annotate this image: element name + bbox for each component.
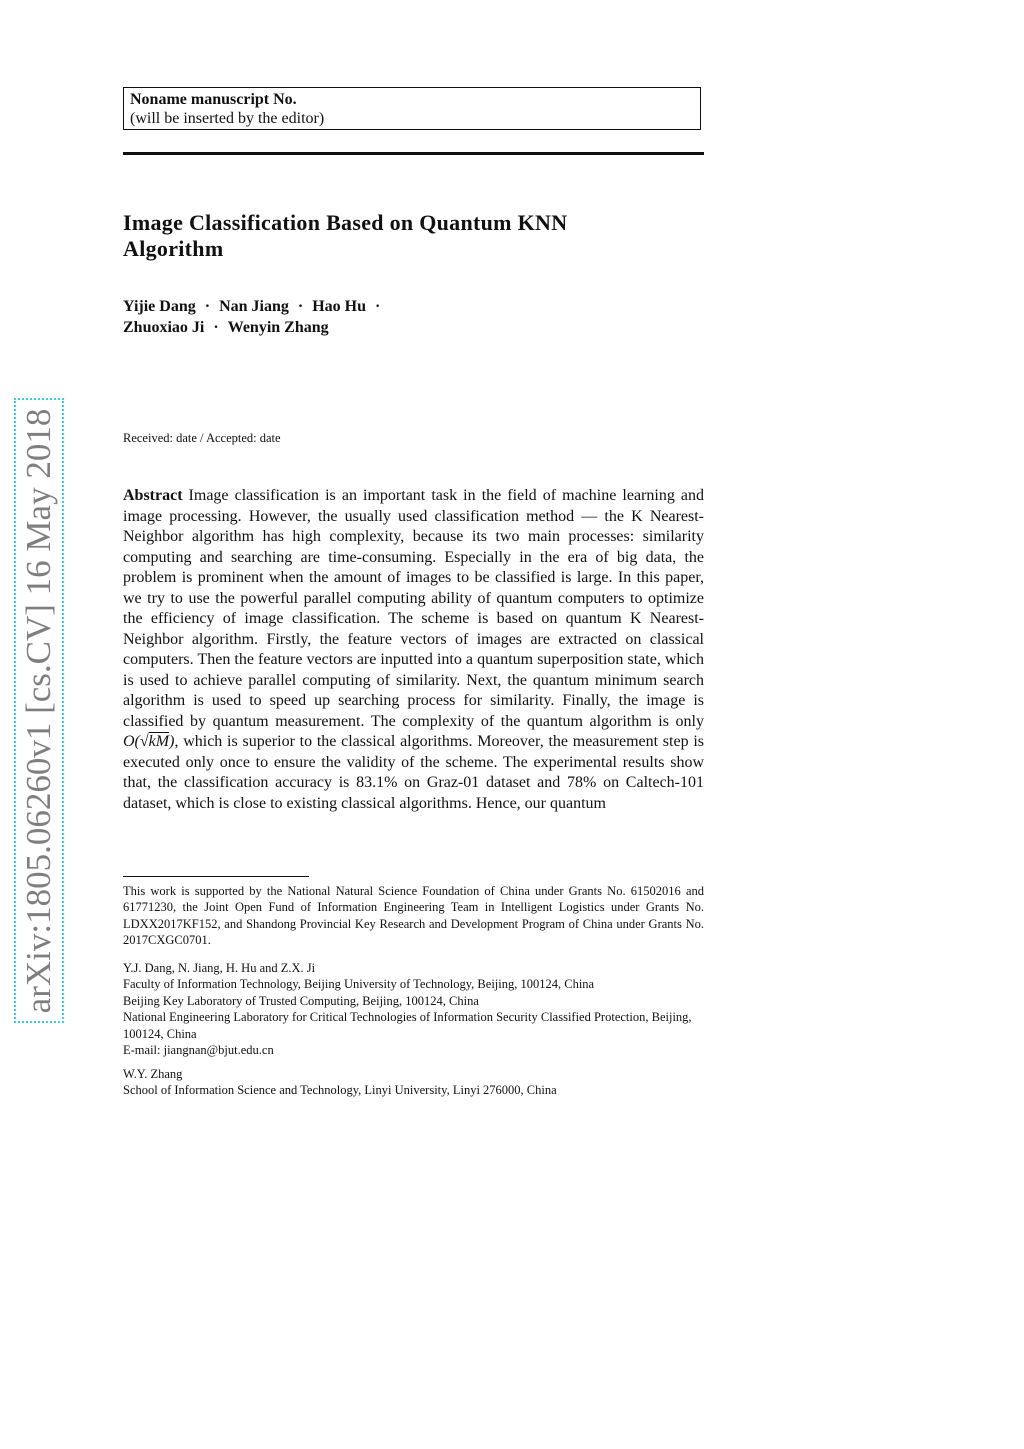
affiliation-line: National Engineering Laboratory for Critical Technologies of Information Security Classified Protection, Beijing, 100124, China bbox=[123, 1010, 692, 1041]
grant-footnote: This work is supported by the National Natural Science Foundation of China under Grants No. 61502016 and 61771230, the Joint Open Fund of Information Engineering Team in Intelligent Logistics under Grants No. LDXX2017KF152, and Shandong Provincial Key Research and Development Program of China under Grants No. 2017CXGC0701. bbox=[123, 884, 704, 948]
abstract-label: Abstract bbox=[123, 487, 183, 504]
author-name: Yijie Dang bbox=[123, 298, 196, 315]
header-rule bbox=[123, 152, 704, 155]
author-separator: · bbox=[375, 298, 381, 315]
manuscript-header-box bbox=[123, 87, 701, 130]
author-separator: · bbox=[213, 319, 219, 336]
affiliation-line: Faculty of Information Technology, Beijing University of Technology, Beijing, 100124, China bbox=[123, 977, 595, 992]
author-name: Nan Jiang bbox=[219, 298, 289, 315]
affiliation-authors: Y.J. Dang, N. Jiang, H. Hu and Z.X. Ji bbox=[123, 961, 316, 975]
title-line-2: Algorithm bbox=[123, 235, 224, 261]
author-list bbox=[123, 296, 704, 338]
affiliation-line: School of Information Science and Technology, Linyi University, Linyi 276000, China bbox=[123, 1083, 557, 1098]
author-row-2 bbox=[123, 317, 704, 338]
arxiv-stamp-box bbox=[14, 398, 64, 1023]
affiliation-block-1 bbox=[123, 960, 704, 1058]
author-name: Hao Hu bbox=[312, 298, 367, 315]
contact-email: E-mail: jiangnan@bjut.edu.cn bbox=[123, 1043, 274, 1058]
arxiv-identifier: arXiv:1805.06260v1 [cs.CV] 16 May 2018 bbox=[19, 408, 58, 1013]
footnote-rule bbox=[123, 876, 309, 877]
abstract-text-part-2: , which is superior to the classical algorithms. Moreover, the measurement step is executed only once to ensure the validity of the scheme. The experimental results show that, the classification accuracy is 83.1% on Graz-01 dataset and 78% on Caltech-101 dataset, which is close to existing classical algorithms. Hence, our quantum bbox=[123, 733, 704, 812]
abstract-text-part-1: Image classification is an important task in the field of machine learning and image processing. However, the usually used classification method — the K Nearest-Neighbor algorithm has high complexity, because its two main processes: similarity computing and searching are time-consuming. Especially in the era of big data, the problem is prominent when the amount of images to be classified is large. In this paper, we try to use the powerful parallel computing ability of quantum computers to optimize the efficiency of image classification. The scheme is based on quantum K Nearest-Neighbor algorithm. Firstly, the feature vectors of images are extracted on classical computers. Then the feature vectors are inputted into a quantum superposition state, which is used to achieve parallel computing of similarity. Next, the quantum minimum search algorithm is used to speed up searching process for similarity. Finally, the image is classified by quantum measurement. The complexity of the quantum algorithm is only bbox=[123, 487, 704, 730]
complexity-suffix: ) bbox=[169, 733, 175, 750]
affiliation-line: Beijing Key Laboratory of Trusted Computing, Beijing, 100124, China bbox=[123, 993, 479, 1008]
author-name: Wenyin Zhang bbox=[227, 319, 329, 336]
editor-note: (will be inserted by the editor) bbox=[130, 110, 325, 127]
received-accepted-dates: Received: date / Accepted: date bbox=[123, 431, 281, 445]
author-row-1 bbox=[123, 296, 704, 317]
title-line-1: Image Classification Based on Quantum KNN bbox=[123, 210, 568, 235]
complexity-prefix: O(√ bbox=[123, 733, 149, 750]
paper-title bbox=[123, 210, 704, 261]
abstract bbox=[123, 486, 704, 814]
author-name: Zhuoxiao Ji bbox=[123, 319, 205, 336]
complexity-radicand: kM bbox=[148, 733, 170, 750]
affiliation-block-2 bbox=[123, 1066, 704, 1099]
manuscript-number: Noname manuscript No. bbox=[130, 91, 297, 108]
author-separator: · bbox=[297, 298, 304, 315]
author-separator: · bbox=[204, 298, 211, 315]
affiliation-authors: W.Y. Zhang bbox=[123, 1067, 183, 1081]
